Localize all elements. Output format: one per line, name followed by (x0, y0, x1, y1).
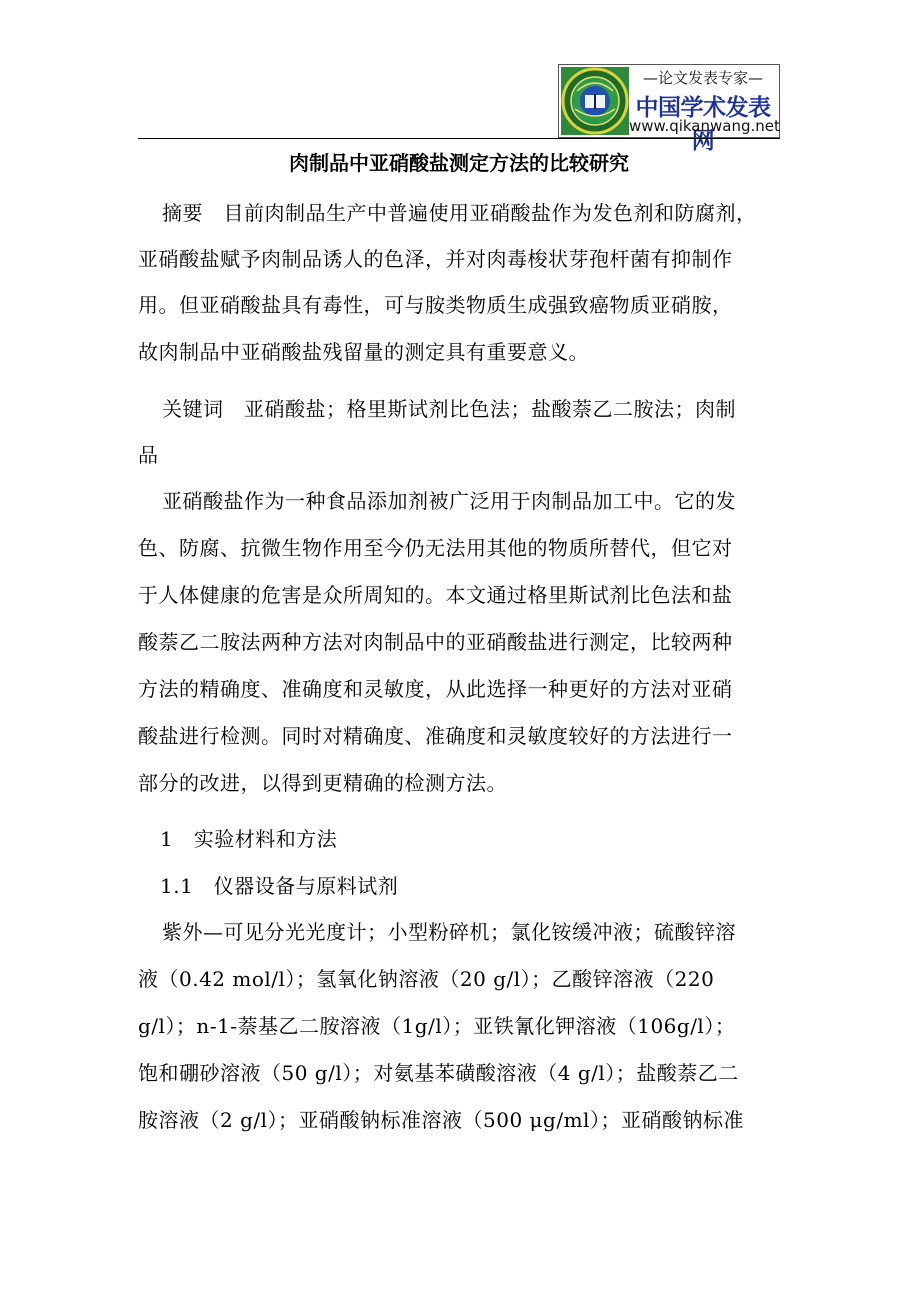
keywords-line: 关键词 亚硝酸盐；格里斯试剂比色法；盐酸萘乙二胺法；肉制 (162, 397, 736, 421)
header-divider (138, 138, 780, 139)
body-line: 色、防腐、抗微生物作用至今仍无法用其他的物质所替代，但它对 (138, 536, 733, 560)
body-line: 紫外—可见分光光度计；小型粉碎机；氯化铵缓冲液；硫酸锌溶 (162, 920, 736, 944)
body-line: 胺溶液（2 g/l）；亚硝酸钠标准溶液（500 μg/ml）；亚硝酸钠标准 (138, 1108, 744, 1132)
abstract-line: 亚硝酸盐赋予肉制品诱人的色泽，并对肉毒梭状芽孢杆菌有抑制作 (138, 247, 733, 271)
body-line: 酸萘乙二胺法两种方法对肉制品中的亚硝酸盐进行测定，比较两种 (138, 630, 733, 654)
body-line: 于人体健康的危害是众所周知的。本文通过格里斯试剂比色法和盐 (138, 583, 733, 607)
seal-emblem-icon (561, 67, 629, 135)
body-line: 亚硝酸盐作为一种食品添加剂被广泛用于肉制品加工中。它的发 (162, 489, 736, 513)
abstract-line: 用。但亚硝酸盐具有毒性，可与胺类物质生成强致癌物质亚硝胺， (138, 293, 733, 317)
keywords-line: 品 (138, 443, 159, 467)
body-line: g/l）；n-1-萘基乙二胺溶液（1g/l）；亚铁氰化钾溶液（106g/l）； (138, 1014, 736, 1038)
body-line: 方法的精确度、准确度和灵敏度，从此选择一种更好的方法对亚硝 (138, 677, 733, 701)
logo-url: www.qikanwang.net (629, 117, 780, 135)
logo-brand: 中国学术发表网 (635, 95, 771, 154)
section-heading: 1 实验材料和方法 (160, 827, 338, 851)
abstract-line: 摘要 目前肉制品生产中普遍使用亚硝酸盐作为发色剂和防腐剂， (162, 201, 757, 225)
body-line: 液（0.42 mol/l）；氢氧化钠溶液（20 g/l）；乙酸锌溶液（220 (138, 967, 715, 991)
subsection-heading: 1.1 仪器设备与原料试剂 (160, 874, 399, 898)
body-line: 饱和硼砂溶液（50 g/l）；对氨基苯磺酸溶液（4 g/l）；盐酸萘乙二 (138, 1061, 739, 1085)
site-logo (558, 64, 780, 154)
body-line: 部分的改进，以得到更精确的检测方法。 (138, 771, 507, 795)
logo-tagline: —论文发表专家— (642, 69, 763, 87)
body-line: 酸盐进行检测。同时对精确度、准确度和灵敏度较好的方法进行一 (138, 724, 733, 748)
document-title: 肉制品中亚硝酸盐测定方法的比较研究 (289, 151, 629, 175)
abstract-line: 故肉制品中亚硝酸盐残留量的测定具有重要意义。 (138, 340, 589, 364)
